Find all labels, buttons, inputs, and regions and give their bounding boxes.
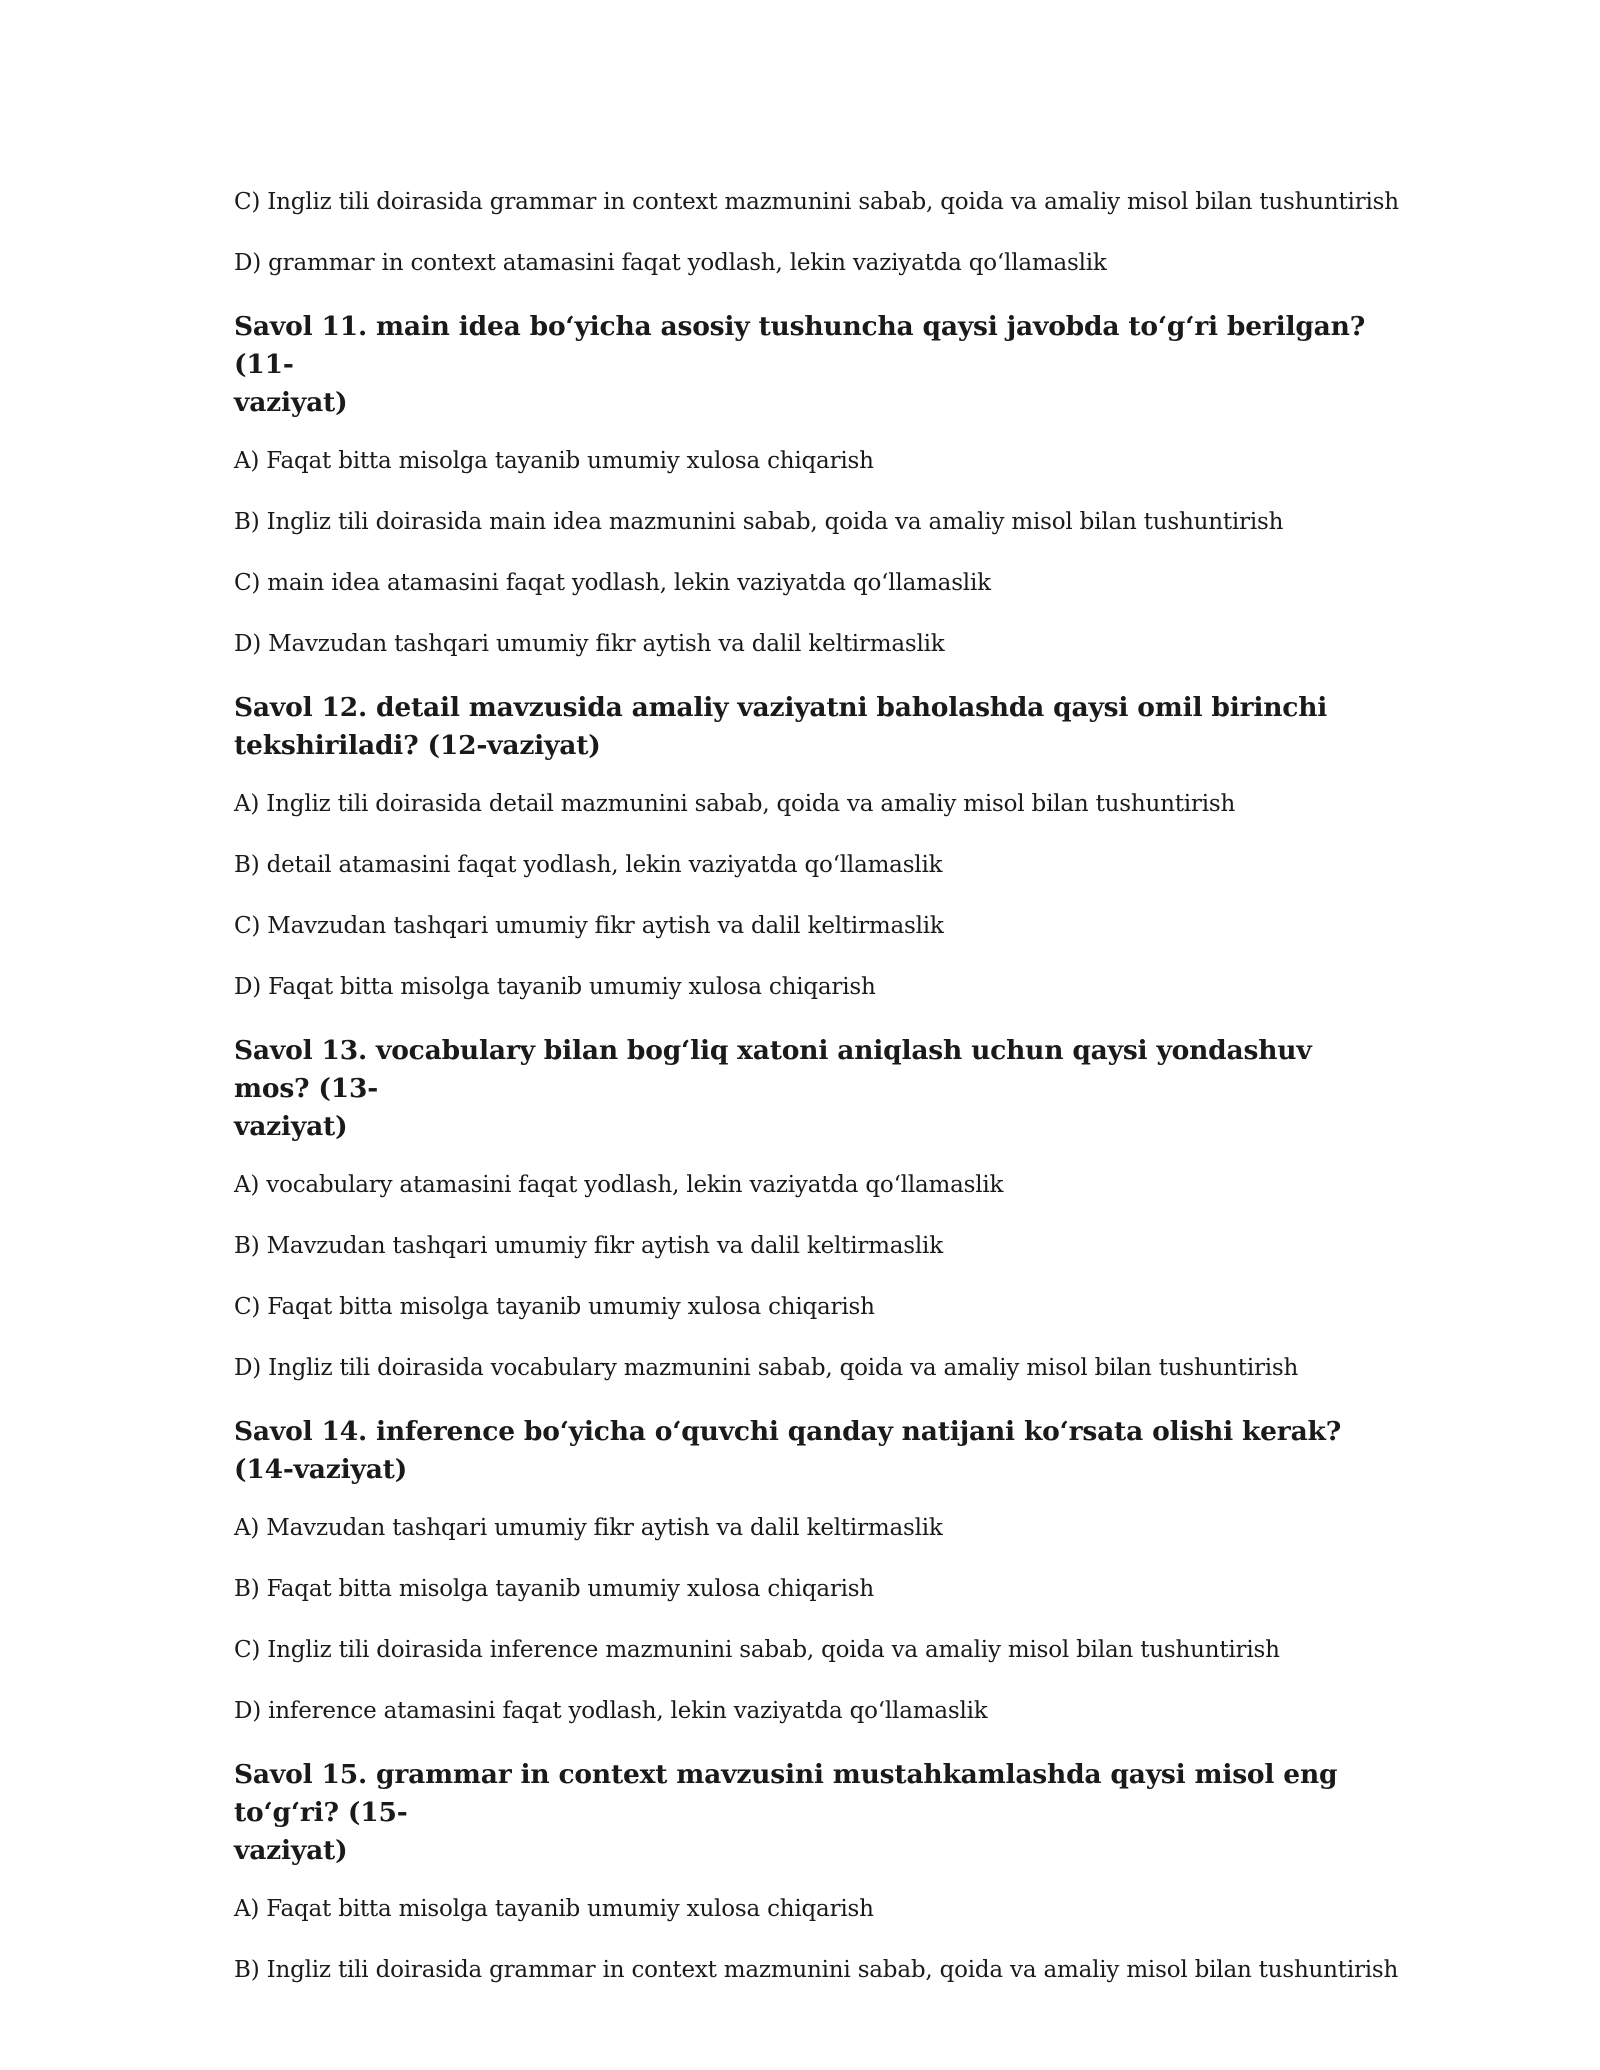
option-text: C) Ingliz tili doirasida grammar in context mazmunini sabab, qoida va amaliy misol bilan tushuntirish [234,189,1399,215]
question-line: tekshiriladi? (12-vaziyat) [234,730,601,761]
option-text: D) Ingliz tili doirasida vocabulary mazmunini sabab, qoida va amaliy misol bilan tushuntirish [234,1355,1299,1381]
option-text: A) Mavzudan tashqari umumiy fikr aytish va dalil keltirmaslik [234,1515,943,1541]
option-text: A) Ingliz tili doirasida detail mazmunini sabab, qoida va amaliy misol bilan tushuntirish [234,791,1236,817]
option-text: C) Faqat bitta misolga tayanib umumiy xulosa chiqarish [234,1294,875,1320]
question-heading [234,1756,1374,1870]
document-page [234,186,1399,2015]
option-text: B) Faqat bitta misolga tayanib umumiy xulosa chiqarish [234,1576,875,1602]
question-heading [234,1032,1374,1146]
option-text: D) Mavzudan tashqari umumiy fikr aytish va dalil keltirmaslik [234,631,945,657]
option-text: D) inference atamasini faqat yodlash, lekin vaziyatda qo‘llamaslik [234,1698,988,1724]
question-line: vaziyat) [234,387,348,418]
option-text: B) Ingliz tili doirasida grammar in context mazmunini sabab, qoida va amaliy misol bilan tushuntirish [234,1957,1399,1983]
question-line: vaziyat) [234,1835,348,1866]
option-text: A) Faqat bitta misolga tayanib umumiy xulosa chiqarish [234,448,874,474]
question-heading [234,689,1374,765]
question-line: Savol 13. vocabulary bilan bog‘liq xatoni aniqlash uchun qaysi yondashuv mos? (13- [234,1035,1312,1104]
question-heading: Savol 14. inference bo‘yicha o‘quvchi qanday natijani ko‘rsata olishi kerak? (14-vaziyat) [234,1416,1342,1485]
option-text: C) main idea atamasini faqat yodlash, lekin vaziyatda qo‘llamaslik [234,570,991,596]
question-line: Savol 12. detail mavzusida amaliy vaziyatni baholashda qaysi omil birinchi [234,692,1328,723]
option-text: C) Ingliz tili doirasida inference mazmunini sabab, qoida va amaliy misol bilan tushuntirish [234,1637,1280,1663]
question-line: Savol 15. grammar in context mavzusini mustahkamlashda qaysi misol eng to‘g‘ri? (15- [234,1759,1338,1828]
question-line: vaziyat) [234,1111,348,1142]
option-text: A) vocabulary atamasini faqat yodlash, lekin vaziyatda qo‘llamaslik [234,1172,1004,1198]
option-text: B) Ingliz tili doirasida main idea mazmunini sabab, qoida va amaliy misol bilan tushuntirish [234,509,1284,535]
question-line: Savol 11. main idea bo‘yicha asosiy tushuncha qaysi javobda to‘g‘ri berilgan? (11- [234,311,1366,380]
option-text: B) detail atamasini faqat yodlash, lekin vaziyatda qo‘llamaslik [234,852,943,878]
question-heading [234,308,1374,422]
option-text: A) Faqat bitta misolga tayanib umumiy xulosa chiqarish [234,1896,874,1922]
option-text: B) Mavzudan tashqari umumiy fikr aytish va dalil keltirmaslik [234,1233,943,1259]
option-text: D) Faqat bitta misolga tayanib umumiy xulosa chiqarish [234,974,876,1000]
option-text: D) grammar in context atamasini faqat yodlash, lekin vaziyatda qo‘llamaslik [234,250,1107,276]
option-text: C) Mavzudan tashqari umumiy fikr aytish va dalil keltirmaslik [234,913,944,939]
